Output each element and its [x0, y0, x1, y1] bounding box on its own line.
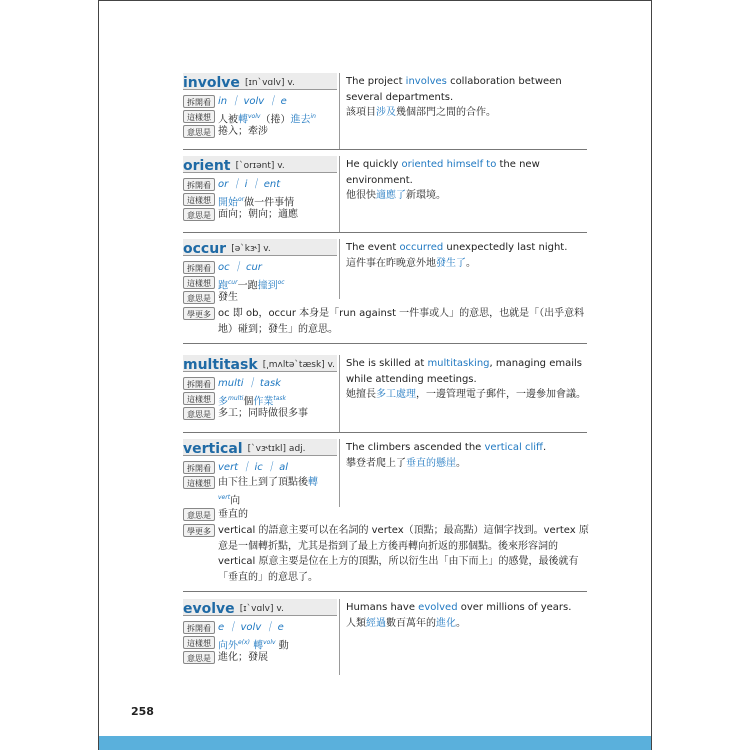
headword: involve [183, 75, 240, 90]
label-split: 拆開看 [183, 377, 215, 390]
label-learn: 學更多 [183, 524, 215, 537]
meaning-text: 發生 [218, 292, 238, 303]
row-split [183, 376, 281, 391]
headword: orient [183, 158, 231, 173]
think-text: 由下往上到了頂點後轉$^{vert}$向 [218, 477, 318, 507]
page-number: 258 [131, 705, 154, 718]
phonetic: [͵mʌltə`tæsk] v. [262, 360, 336, 370]
row-split [183, 260, 262, 275]
row-think [183, 192, 294, 207]
label-learn: 學更多 [183, 307, 215, 320]
example-sentence: She is skilled at multitasking, managing emails while attending meetings. 她擅長多工處理，一邊管理電子郵件，一邊參加會議。 [346, 358, 586, 400]
entry-orient [183, 156, 587, 232]
row-think [183, 275, 285, 290]
headword: evolve [183, 601, 235, 616]
think-text: 開始$^{or}$做一件事情 [218, 196, 295, 209]
meaning-text: 面向；朝向；適應 [218, 209, 298, 220]
row-learn [183, 523, 215, 538]
word-parts: e ｜ volv ｜ e [218, 622, 284, 633]
headword: multitask [183, 357, 258, 372]
entry-separator [183, 232, 587, 233]
phonetic: [ə`kɝ] v. [231, 244, 271, 254]
example-sentence: Humans have evolved over millions of years. 人類經過數百萬年的進化。 [346, 602, 572, 629]
word-parts: vert ｜ ic ｜ al [218, 462, 288, 473]
row-think [183, 475, 330, 505]
row-think [183, 635, 289, 650]
example-sentence: He quickly oriented himself to the new environment. 他很快適應了新環境。 [346, 159, 540, 201]
entry-head [183, 156, 337, 173]
meaning-text: 進化；發展 [218, 652, 268, 663]
think-text: 跑$^{cur}$一跑撞到$^{oc}$ [218, 279, 285, 292]
think-text: 多$^{multi}$個作業$^{task}$ [218, 395, 286, 408]
label-meaning: 意思是 [183, 208, 215, 221]
headword: occur [183, 241, 227, 256]
phonetic: [`vɝtɪkl] adj. [247, 444, 306, 454]
learn-more-text: vertical 的語意主要可以在名詞的 vertex（頂點；最高點）這個字找到。vertex 原意是一個轉折點，尤其是指到了最上方後再轉向折返的那個點。後來形容詞的 vertical 原意主要是位在上方的頂點，所以衍生出「由下而上」的感覺，最後就有「垂直的」的意思了。 [218, 525, 589, 583]
label-meaning: 意思是 [183, 651, 215, 664]
entry-involve [183, 73, 587, 149]
entry-multitask [183, 355, 587, 432]
learn-more-text: oc 即 ob，occur 本身是「run against 一件事或人」的意思，也就是「（出乎意料地）碰到；發生」的意思。 [218, 308, 585, 335]
label-meaning: 意思是 [183, 125, 215, 138]
entry-separator [183, 591, 587, 592]
row-think [183, 391, 286, 406]
entry-head [183, 73, 337, 90]
row-meaning [183, 207, 298, 222]
row-meaning [183, 124, 268, 139]
word-parts: in ｜ volv ｜ e [218, 96, 287, 107]
label-meaning: 意思是 [183, 407, 215, 420]
entry-vertical [183, 439, 587, 591]
word-parts: multi ｜ task [218, 378, 281, 389]
label-meaning: 意思是 [183, 291, 215, 304]
word-parts: oc ｜ cur [218, 262, 262, 273]
row-meaning [183, 406, 308, 421]
label-meaning: 意思是 [183, 508, 215, 521]
label-split: 拆開看 [183, 261, 215, 274]
entry-separator [183, 149, 587, 150]
think-text: 向外$^{e(x)}$ 轉$^{volv}$ 動 [218, 639, 289, 652]
label-think: 這樣想 [183, 636, 215, 649]
meaning-text: 垂直的 [218, 509, 248, 520]
meaning-text: 捲入；牽涉 [218, 126, 268, 137]
label-split: 拆開看 [183, 95, 215, 108]
word-parts: or ｜ i ｜ ent [218, 179, 281, 190]
example-sentence: The project involves collaboration between several departments. 該項目涉及幾個部門之間的合作。 [346, 76, 562, 118]
label-think: 這樣想 [183, 476, 215, 489]
example-sentence: The climbers ascended the vertical cliff. 攀登者爬上了垂直的懸崖。 [346, 442, 547, 469]
row-learn [183, 306, 215, 321]
label-think: 這樣想 [183, 193, 215, 206]
row-meaning [183, 507, 248, 522]
phonetic: [ɪ`vɑlv] v. [239, 604, 284, 614]
example-sentence: The event occurred unexpectedly last night. 這件事在昨晚意外地發生了。 [346, 242, 568, 269]
phonetic: [ɪn`vɑlv] v. [245, 78, 295, 88]
row-split [183, 620, 284, 635]
phonetic: [`orɪənt] v. [235, 161, 285, 171]
entry-separator [183, 343, 587, 344]
label-think: 這樣想 [183, 392, 215, 405]
entry-head [183, 439, 337, 456]
row-meaning [183, 290, 238, 305]
entry-evolve [183, 599, 587, 675]
row-split [183, 94, 287, 109]
entry-head [183, 599, 337, 616]
row-split [183, 177, 280, 192]
think-text: 人被轉$^{volv}$（捲）進去$^{in}$ [218, 113, 316, 126]
row-split [183, 460, 288, 475]
meaning-text: 多工；同時做很多事 [218, 408, 308, 419]
label-think: 這樣想 [183, 110, 215, 123]
label-split: 拆開看 [183, 461, 215, 474]
entry-occur [183, 239, 587, 343]
bottom-color-bar [99, 736, 651, 750]
row-meaning [183, 650, 268, 665]
entry-head [183, 239, 337, 256]
label-think: 這樣想 [183, 276, 215, 289]
entry-head [183, 355, 337, 372]
label-split: 拆開看 [183, 621, 215, 634]
label-split: 拆開看 [183, 178, 215, 191]
headword: vertical [183, 441, 243, 456]
dictionary-page [98, 0, 652, 750]
row-think [183, 109, 316, 124]
entry-separator [183, 432, 587, 433]
